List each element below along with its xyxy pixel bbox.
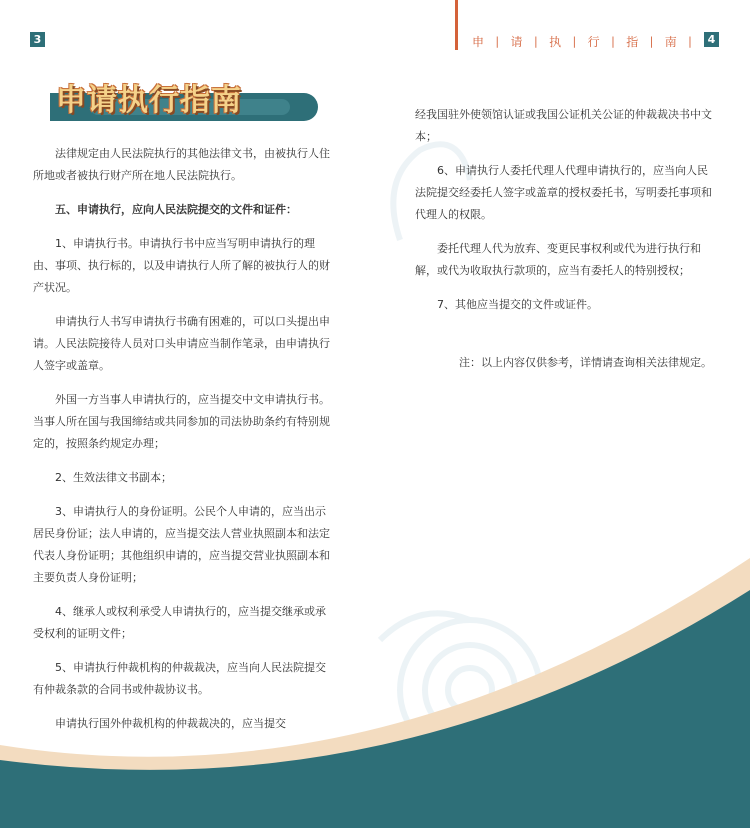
paragraph: 3、申请执行人的身份证明。公民个人申请的，应当出示居民身份证；法人申请的，应当提交法人营业执照副本和法定代表人身份证明；其他组织申请的，应当提交营业执照副本和主要负责人身份证明；	[33, 505, 330, 584]
separator: |	[533, 35, 538, 48]
right-page-number: 4	[704, 32, 719, 47]
page-title: 申请执行指南	[56, 83, 242, 118]
paragraph: 4、继承人或权利承受人申请执行的，应当提交继承或承受权利的证明文件；	[33, 605, 326, 640]
separator: |	[649, 35, 654, 48]
right-column	[415, 104, 717, 386]
left-page-number: 3	[30, 32, 45, 47]
paragraph: 经我国驻外使领馆认证或我国公证机关公证的仲裁裁决书中文本；	[415, 108, 712, 143]
separator: |	[611, 35, 615, 48]
paragraph: 2、生效法律文书副本；	[55, 471, 172, 484]
separator: |	[572, 35, 577, 48]
running-header-char: 南	[664, 35, 677, 49]
running-header-char: 请	[510, 35, 523, 49]
paragraph: 申请执行国外仲裁机构的仲裁裁决的，应当提交	[55, 717, 286, 730]
running-header-char: 行	[587, 35, 600, 49]
paragraph: 法律规定由人民法院执行的其他法律文书，由被执行人住所地或者被执行财产所在地人民法院执行。	[33, 147, 330, 182]
separator: |	[688, 35, 692, 48]
note-paragraph: 注：以上内容仅供参考，详情请查询相关法律规定。	[459, 356, 712, 369]
paragraph: 5、申请执行仲裁机构的仲裁裁决，应当向人民法院提交有仲裁条款的合同书或仲裁协议书。	[33, 661, 326, 696]
paragraph: 外国一方当事人申请执行的，应当提交中文申请执行书。当事人所在国与我国缔结或共同参加的司法协助条约有特别规定的，按照条约规定办理；	[33, 393, 330, 450]
section-heading: 五、申请执行，应向人民法院提交的文件和证件：	[55, 203, 297, 216]
separator: |	[495, 35, 500, 48]
title-banner	[50, 75, 320, 121]
running-header-char: 执	[549, 35, 562, 49]
paragraph: 委托代理人代为放弃、变更民事权利或代为进行执行和解，或代为收取执行款项的，应当有委托人的特别授权；	[415, 242, 701, 277]
paragraph: 6、申请执行人委托代理人代理申请执行的，应当向人民法院提交经委托人签字或盖章的授权委托书，写明委托事项和代理人的权限。	[415, 164, 712, 221]
header-accent-rule	[455, 0, 458, 50]
paragraph: 申请执行人书写申请执行书确有困难的，可以口头提出申请。人民法院接待人员对口头申请应当制作笔录，由申请执行人签字或盖章。	[33, 315, 330, 372]
left-column	[33, 143, 335, 747]
paragraph: 7、其他应当提交的文件或证件。	[437, 298, 598, 311]
running-header	[472, 33, 692, 50]
running-header-char: 指	[626, 35, 639, 49]
running-header-char: 申	[472, 35, 485, 49]
paragraph: 1、申请执行书。申请执行书中应当写明申请执行的理由、事项、执行标的，以及申请执行人所了解的被执行人的财产状况。	[33, 237, 330, 294]
